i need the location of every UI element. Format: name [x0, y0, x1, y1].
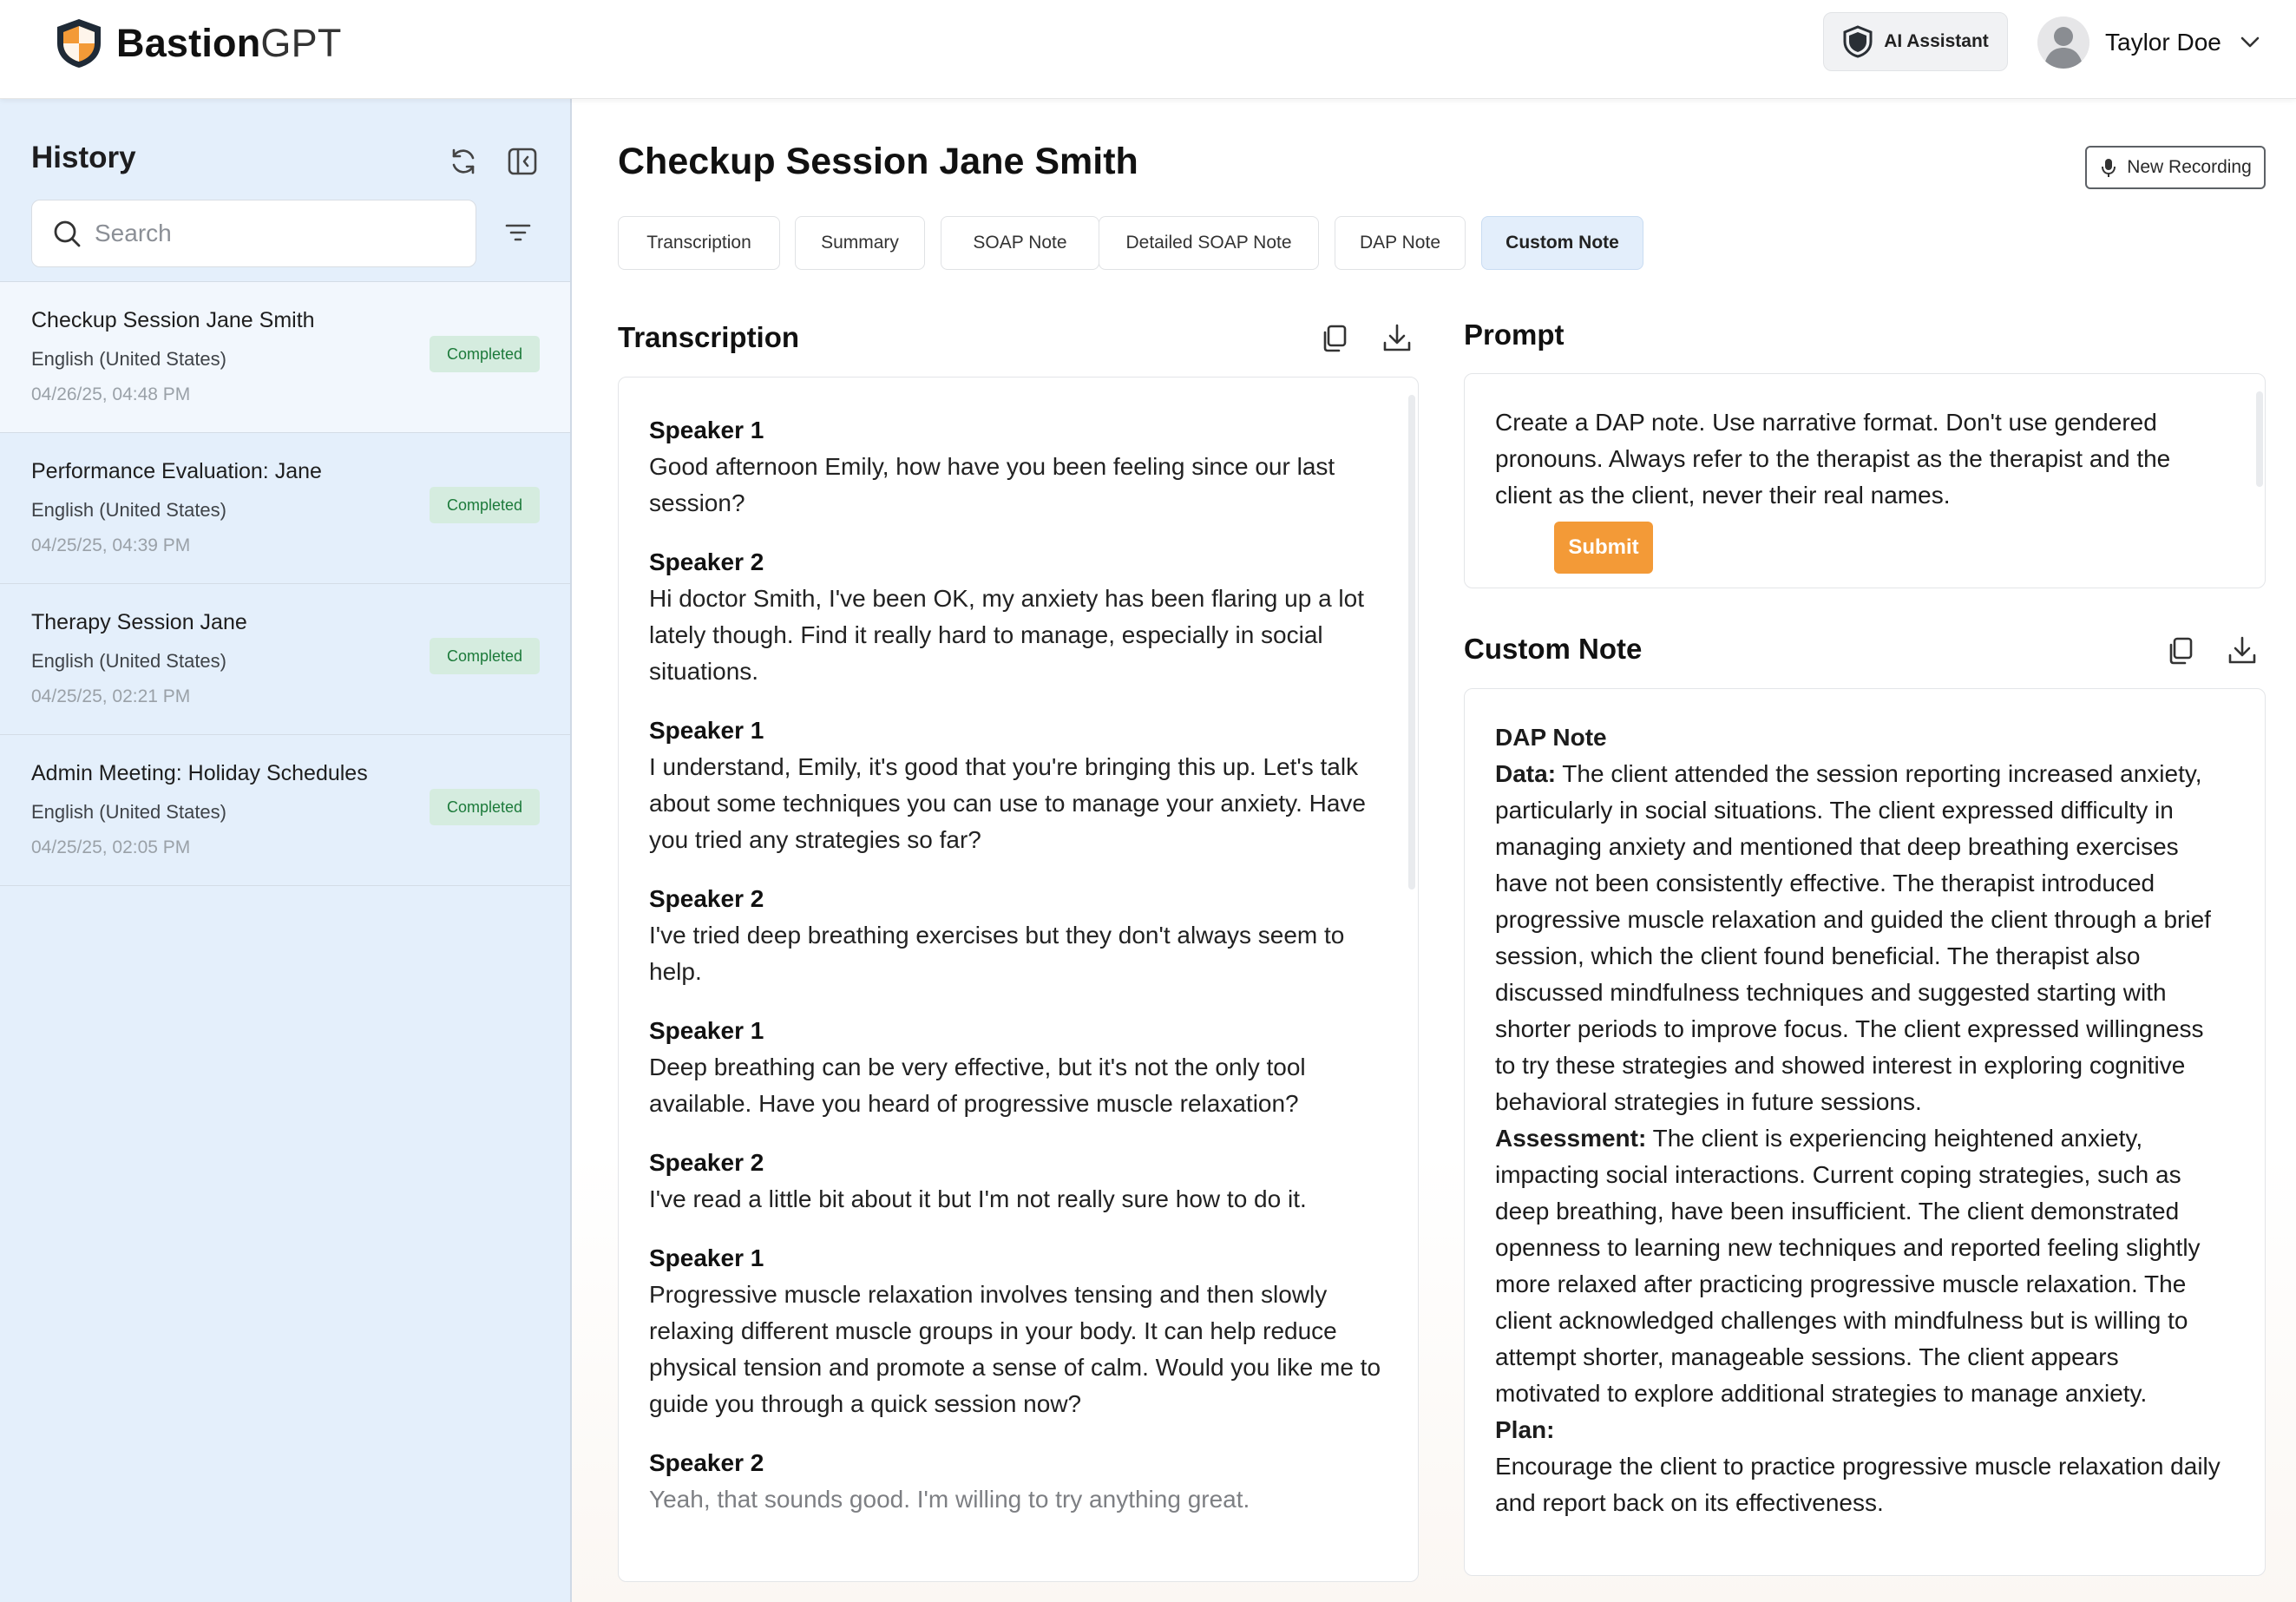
- history-item[interactable]: [0, 584, 570, 735]
- ai-assistant-button[interactable]: [1823, 12, 2008, 71]
- history-item[interactable]: [0, 282, 570, 433]
- note-assessment-label: Assessment:: [1495, 1125, 1647, 1152]
- speaker-label: Speaker 2: [649, 1449, 764, 1476]
- history-item-language: English (United States): [31, 348, 226, 370]
- history-item-date: 04/25/25, 02:05 PM: [31, 837, 191, 857]
- custom-note-title: Custom Note: [1464, 633, 1643, 665]
- user-name: Taylor Doe: [2105, 29, 2221, 56]
- speaker-label: Speaker 1: [649, 717, 764, 744]
- brand-name: BastionGPT: [116, 21, 342, 65]
- speaker-label: Speaker 2: [649, 548, 764, 575]
- refresh-icon: [448, 146, 479, 177]
- note-assessment-text: The client is experiencing heightened anxiety, impacting social interactions. Current coping strategies, such as deep breathing, have been insufficient. The client demonstrated openness to learning new techniques and reported feeling slightly more relaxed after practicing progressive muscle relaxation. The client acknowledged challenges with mindfulness but is willing to attempt shorter, manageable sessions. The client appears motivated to explore additional strategies to manage anxiety.: [1495, 1125, 2201, 1407]
- tab-custom-note[interactable]: Custom Note: [1481, 216, 1643, 270]
- speaker-label: Speaker 1: [649, 1244, 764, 1271]
- history-item-title: Performance Evaluation: Jane: [31, 459, 322, 483]
- copy-note-button[interactable]: [2164, 634, 2197, 667]
- note-assessment-section: [1495, 1120, 2224, 1412]
- status-badge: Completed: [430, 789, 540, 825]
- refresh-button[interactable]: [446, 144, 481, 179]
- speaker-text: Yeah, that sounds good. I'm willing to try anything great.: [649, 1486, 1250, 1513]
- history-item-language: English (United States): [31, 650, 226, 672]
- tab-summary[interactable]: Summary: [795, 216, 925, 270]
- speaker-text: Hi doctor Smith, I've been OK, my anxiety has been flaring up a lot lately though. Find it really hard to manage, especially in social situations.: [649, 585, 1364, 685]
- status-badge: Completed: [430, 487, 540, 523]
- collapse-sidebar-button[interactable]: [505, 144, 540, 179]
- speaker-label: Speaker 1: [649, 417, 764, 443]
- status-badge: Completed: [430, 638, 540, 674]
- tab-dap-note[interactable]: DAP Note: [1335, 216, 1466, 270]
- note-data-section: [1495, 756, 2224, 1120]
- microphone-icon: [2099, 157, 2118, 178]
- download-note-button[interactable]: [2226, 634, 2259, 667]
- speaker-text: I've tried deep breathing exercises but they don't always seem to help.: [649, 922, 1345, 985]
- note-plan-label: Plan:: [1495, 1416, 1555, 1443]
- page-title: Checkup Session Jane Smith: [618, 141, 1138, 182]
- transcription-title: Transcription: [618, 321, 800, 353]
- prompt-scrollbar[interactable]: [2256, 391, 2263, 487]
- note-plan-text: Encourage the client to practice progressive muscle relaxation daily and report back on its effectiveness.: [1495, 1453, 2221, 1516]
- history-item[interactable]: [0, 735, 570, 886]
- shield-icon: [1842, 25, 1873, 58]
- filter-icon: [502, 217, 534, 248]
- custom-note-content: [1495, 719, 2224, 1521]
- history-item-date: 04/25/25, 04:39 PM: [31, 535, 191, 555]
- history-item-language: English (United States): [31, 801, 226, 823]
- transcription-panel[interactable]: [618, 377, 1419, 1582]
- top-bar: [0, 0, 2296, 99]
- tab-detailed-soap-note[interactable]: Detailed SOAP Note: [1099, 216, 1319, 270]
- copy-icon: [1318, 322, 1351, 355]
- history-item[interactable]: [0, 433, 570, 584]
- brand-logo[interactable]: [54, 17, 342, 69]
- chevron-down-icon[interactable]: [2239, 31, 2261, 54]
- history-list: [0, 281, 570, 886]
- speaker-text: Progressive muscle relaxation involves tensing and then slowly relaxing different muscle groups in your body. It can help reduce physical tension and promote a sense of calm. Would you like me to guide you through a quick session now?: [649, 1281, 1381, 1417]
- tab-soap-note[interactable]: SOAP Note: [941, 216, 1099, 270]
- search-icon: [51, 218, 82, 249]
- filter-button[interactable]: [501, 215, 535, 250]
- speaker-label: Speaker 2: [649, 1149, 764, 1176]
- copy-transcription-button[interactable]: [1318, 322, 1351, 355]
- collapse-sidebar-icon: [507, 146, 538, 177]
- avatar: [2037, 16, 2089, 69]
- speaker-text: I've read a little bit about it but I'm not really sure how to do it.: [649, 1185, 1307, 1212]
- custom-note-panel[interactable]: [1464, 688, 2266, 1576]
- transcription-scrollbar[interactable]: [1408, 395, 1415, 890]
- history-item-title: Admin Meeting: Holiday Schedules: [31, 761, 368, 785]
- download-transcription-button[interactable]: [1381, 322, 1414, 355]
- history-title: History: [31, 141, 136, 174]
- note-data-text: The client attended the session reporting increased anxiety, particularly in social situations. The client expressed difficulty in managing anxiety and mentioned that deep breathing exercises have not been consistently effective. The therapist introduced progressive muscle relaxation and guided the client through a brief session, which the client found beneficial. The therapist also discussed mindfulness techniques and suggested starting with shorter periods to improve focus. The client expressed willingness to try these strategies and showed interest in exploring cognitive behavioral strategies in future sessions.: [1495, 760, 2211, 1115]
- new-recording-button[interactable]: [2085, 146, 2266, 189]
- prompt-title: Prompt: [1464, 318, 1565, 351]
- new-recording-label: New Recording: [2127, 157, 2252, 177]
- history-sidebar: [0, 99, 572, 1602]
- speaker-label: Speaker 2: [649, 885, 764, 912]
- history-item-date: 04/25/25, 02:21 PM: [31, 686, 191, 706]
- transcription-content: [649, 412, 1387, 1540]
- copy-icon: [2164, 634, 2197, 667]
- speaker-text: Good afternoon Emily, how have you been feeling since our last session?: [649, 453, 1335, 516]
- user-avatar-icon: [2037, 16, 2089, 69]
- history-item-language: English (United States): [31, 499, 226, 521]
- note-heading: DAP Note: [1495, 724, 1607, 751]
- speaker-text: Deep breathing can be very effective, but it's not the only tool available. Have you heard of progressive muscle relaxation?: [649, 1054, 1306, 1117]
- submit-button[interactable]: Submit: [1554, 522, 1653, 574]
- download-icon: [1381, 322, 1414, 355]
- speaker-text: I understand, Emily, it's good that you're bringing this up. Let's talk about some techniques you can use to manage your anxiety. Have you tried any strategies so far?: [649, 753, 1366, 853]
- shield-logo-icon: [54, 17, 104, 69]
- history-item-title: Therapy Session Jane: [31, 610, 247, 634]
- download-icon: [2226, 634, 2259, 667]
- search-box[interactable]: [31, 200, 476, 267]
- history-item-title: Checkup Session Jane Smith: [31, 308, 315, 332]
- user-menu[interactable]: [2037, 16, 2261, 69]
- speaker-label: Speaker 1: [649, 1017, 764, 1044]
- status-badge: Completed: [430, 336, 540, 372]
- tab-transcription[interactable]: Transcription: [618, 216, 780, 270]
- note-data-label: Data:: [1495, 760, 1557, 787]
- ai-assistant-label: AI Assistant: [1884, 31, 1989, 51]
- history-item-date: 04/26/25, 04:48 PM: [31, 384, 191, 404]
- search-input[interactable]: [95, 220, 442, 247]
